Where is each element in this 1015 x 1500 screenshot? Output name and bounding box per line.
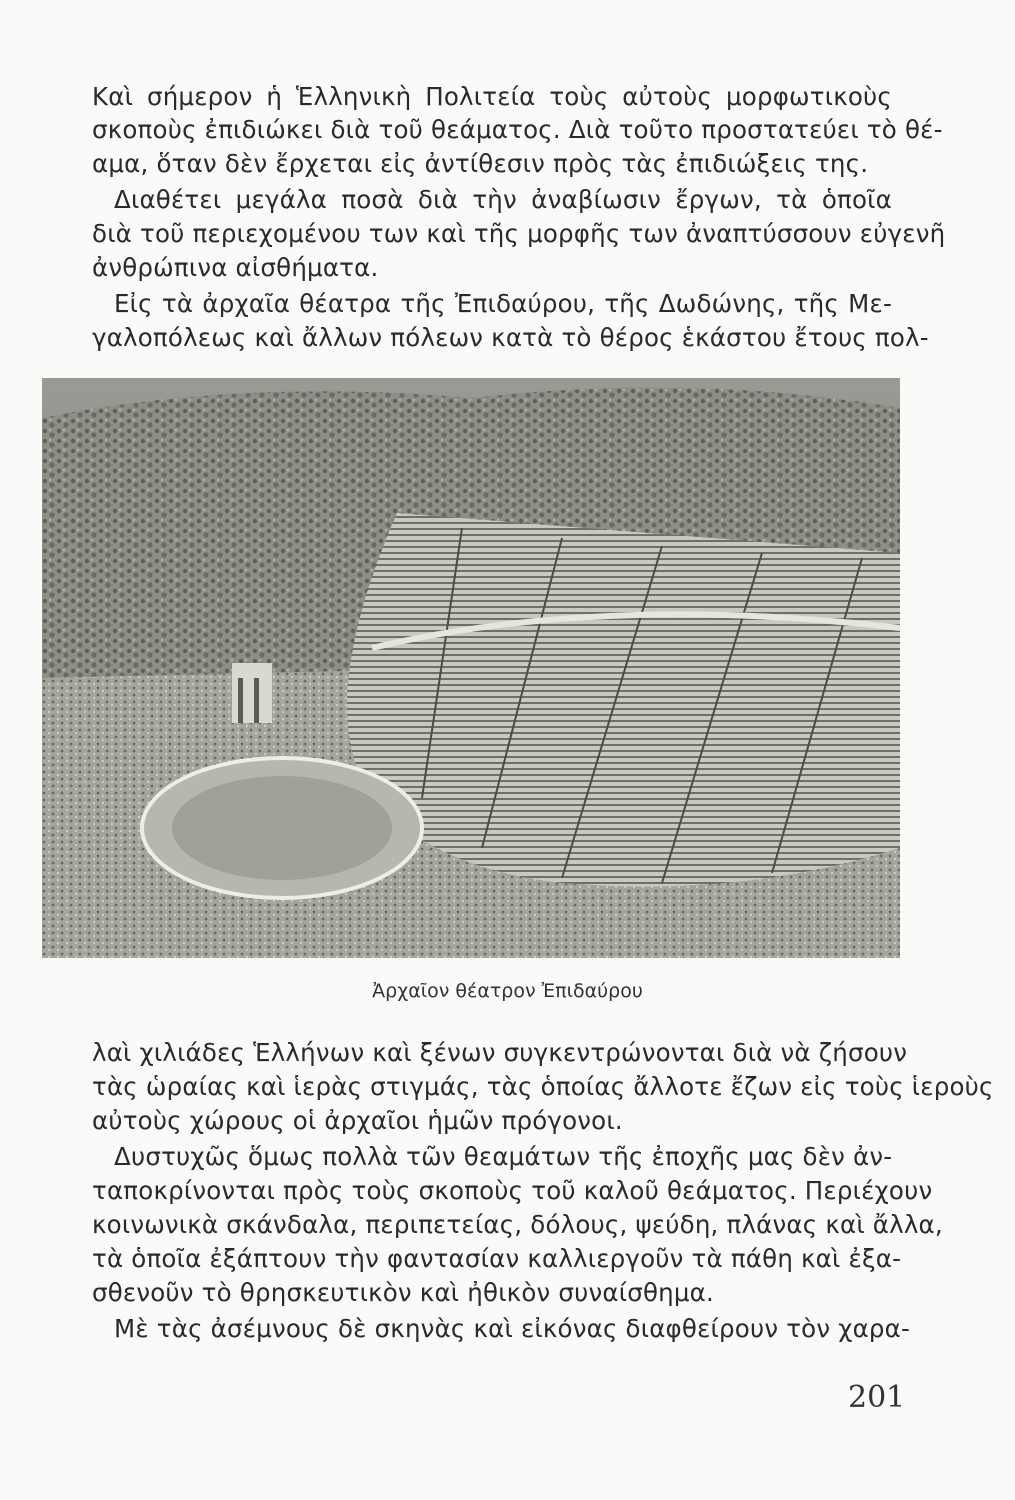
theatre-photo [42, 378, 900, 958]
figure-caption: Ἀρχαῖον θέατρον Ἐπιδαύρου [372, 980, 643, 1002]
text-line: τὰ ὁποῖα ἐξάπτουν τὴν φαντασίαν καλλιεργοῦν τὰ πάθη καὶ ἐξα- [92, 1244, 902, 1273]
text-line: σκοποὺς ἐπιδιώκει διὰ τοῦ θεάματος. Διὰ τοῦτο προστατεύει τὸ θέ- [92, 115, 943, 144]
text-line: Διαθέτει μεγάλα ποσὰ διὰ τὴν ἀναβίωσιν ἔργων, τὰ ὁποῖα [114, 185, 892, 214]
text-line: αὐτοὺς χώρους οἱ ἀρχαῖοι ἡμῶν πρόγονοι. [92, 1106, 623, 1135]
text-line: Δυστυχῶς ὅμως πολλὰ τῶν θεαμάτων τῆς ἐποχῆς μας δὲν ἀν- [114, 1142, 893, 1171]
text-line: γαλοπόλεως καὶ ἄλλων πόλεων κατὰ τὸ θέρος ἑκάστου ἔτους πολ- [92, 323, 929, 352]
text-line: αμα, ὅταν δὲν ἔρχεται εἰς ἀντίθεσιν πρὸς τὰς ἐπιδιώξεις της. [92, 149, 869, 178]
page-number: 201 [848, 1380, 906, 1415]
text-line: Καὶ σήμερον ἡ Ἑλληνικὴ Πολιτεία τοὺς αὐτοὺς μορφωτικοὺς [92, 82, 892, 111]
theatre-photo-illustration [42, 378, 900, 958]
text-line: διὰ τοῦ περιεχομένου των καὶ τῆς μορφῆς των ἀναπτύσσουν εὐγενῆ [92, 219, 946, 248]
text-line: ταποκρίνονται πρὸς τοὺς σκοποὺς τοῦ καλοῦ θεάματος. Περιέχουν [92, 1176, 933, 1205]
text-line: Μὲ τὰς ἀσέμνους δὲ σκηνὰς καὶ εἰκόνας διαφθείρουν τὸν χαρα- [114, 1314, 911, 1343]
text-line: τὰς ὡραίας καὶ ἱερὰς στιγμάς, τὰς ὁποίας ἄλλοτε ἔζων εἰς τοὺς ἱεροὺς [92, 1072, 994, 1101]
text-line: κοινωνικὰ σκάνδαλα, περιπετείας, δόλους, ψεύδη, πλάνας καὶ ἄλλα, [92, 1210, 943, 1239]
text-line: λαὶ χιλιάδες Ἑλλήνων καὶ ξένων συγκεντρώνονται διὰ νὰ ζήσουν [92, 1038, 908, 1067]
text-line: σθενοῦν τὸ θρησκευτικὸν καὶ ἠθικὸν συναίσθημα. [92, 1278, 714, 1307]
text-line: Εἰς τὰ ἀρχαῖα θέατρα τῆς Ἐπιδαύρου, τῆς Δωδώνης, τῆς Με- [114, 289, 892, 318]
text-line: ἀνθρώπινα αἰσθήματα. [92, 253, 379, 282]
